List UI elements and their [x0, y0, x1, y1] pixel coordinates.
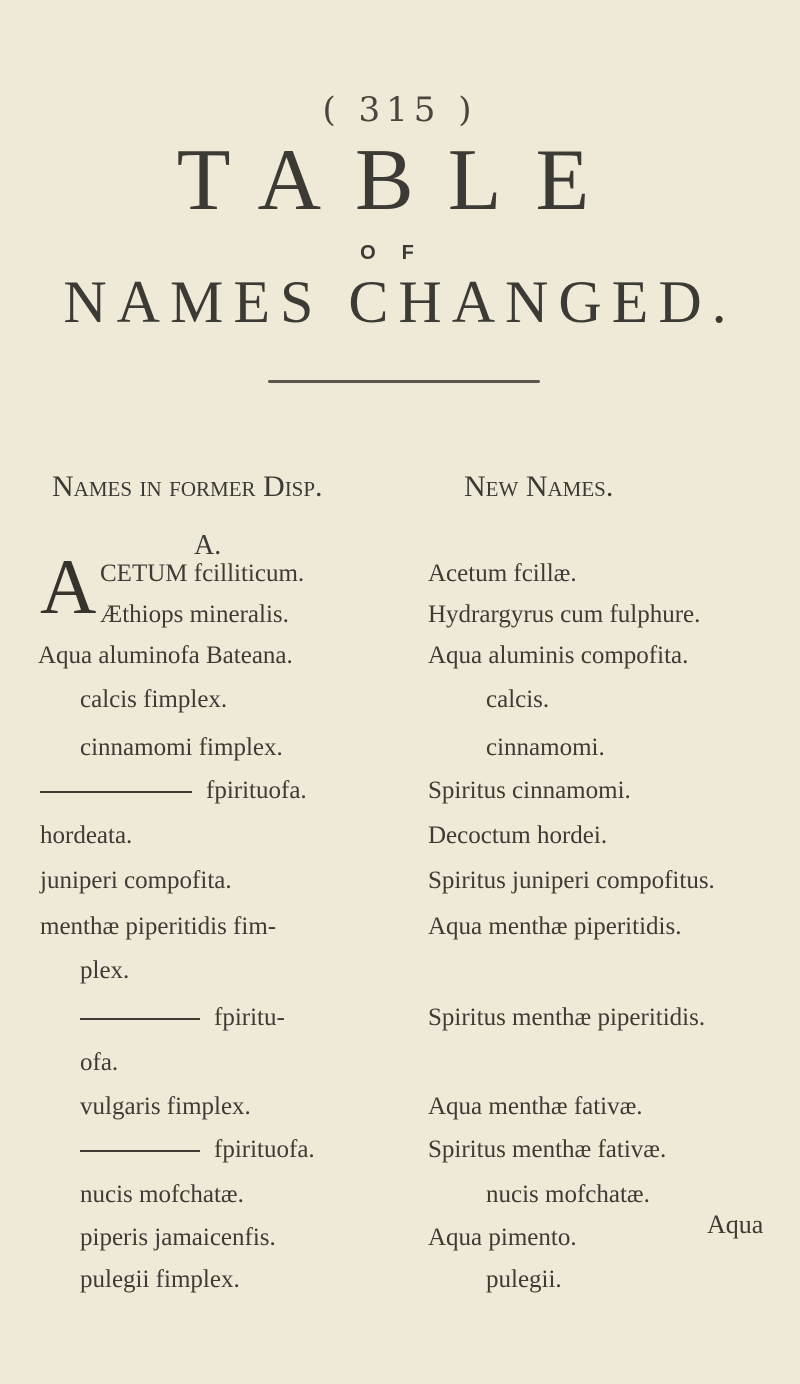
right-entry-13: Aqua menthæ fativæ. — [428, 1093, 643, 1120]
right-entry-8: Spiritus juniperi compofitus. — [428, 867, 715, 894]
left-entry-17: pulegii fimplex. — [80, 1266, 240, 1293]
header-new-names: New Names. — [464, 470, 614, 503]
right-entry-4: calcis. — [486, 686, 550, 713]
right-entry-17: pulegii. — [486, 1266, 562, 1293]
right-entry-11: Spiritus menthæ piperitidis. — [428, 1004, 706, 1031]
title-rule — [268, 380, 540, 383]
right-entry-7: Decoctum hordei. — [428, 822, 608, 849]
right-entry-2: Hydrargyrus cum fulphure. — [428, 601, 701, 628]
ditto-dash — [80, 1150, 200, 1152]
right-entry-1: Acetum fcillæ. — [428, 560, 577, 587]
left-entry-13: vulgaris fimplex. — [80, 1093, 251, 1120]
ditto-dash — [40, 791, 192, 793]
title-line-of: OF — [360, 242, 440, 264]
left-entry-11: fpiritu- — [80, 1004, 285, 1032]
right-entry-15: nucis mofchatæ. — [486, 1181, 650, 1208]
page-number: ( 315 ) — [322, 90, 478, 130]
right-entry-16: Aqua pimento. — [428, 1224, 577, 1251]
right-entry-5: cinnamomi. — [486, 734, 605, 761]
title-line-table: TABLE — [176, 132, 624, 229]
left-entry-4: calcis fimplex. — [80, 686, 228, 713]
left-entry-9: menthæ piperitidis fim- — [40, 913, 277, 940]
catchword: Aqua — [707, 1210, 764, 1239]
left-entry-15: nucis mofchatæ. — [80, 1181, 244, 1208]
section-letter: A. — [194, 530, 222, 561]
left-entry-1: CETUM fcilliticum. — [100, 560, 305, 587]
right-entry-14: Spiritus menthæ fativæ. — [428, 1136, 667, 1163]
left-entry-10: plex. — [80, 957, 130, 984]
left-entry-8: juniperi compofita. — [40, 867, 232, 894]
left-entry-14: fpirituofa. — [80, 1136, 315, 1164]
left-entry-12: ofa. — [80, 1049, 119, 1076]
right-entry-9: Aqua menthæ piperitidis. — [428, 913, 682, 940]
left-entry-16: piperis jamaicenfis. — [80, 1224, 276, 1251]
header-former-names: Names in former Disp. — [52, 470, 323, 503]
left-entry-7: hordeata. — [40, 822, 133, 849]
right-entry-3: Aqua aluminis compofita. — [428, 642, 689, 669]
left-entry-6: fpirituofa. — [40, 777, 307, 805]
left-entry-2: Æthiops mineralis. — [100, 601, 289, 628]
title-line-names-changed: NAMES CHANGED. — [63, 269, 737, 335]
left-entry-3: Aqua aluminofa Bateana. — [38, 642, 293, 669]
drop-cap: A — [40, 543, 97, 630]
left-entry-5: cinnamomi fimplex. — [80, 734, 283, 761]
ditto-dash — [80, 1018, 200, 1020]
right-entry-6: Spiritus cinnamomi. — [428, 777, 631, 804]
